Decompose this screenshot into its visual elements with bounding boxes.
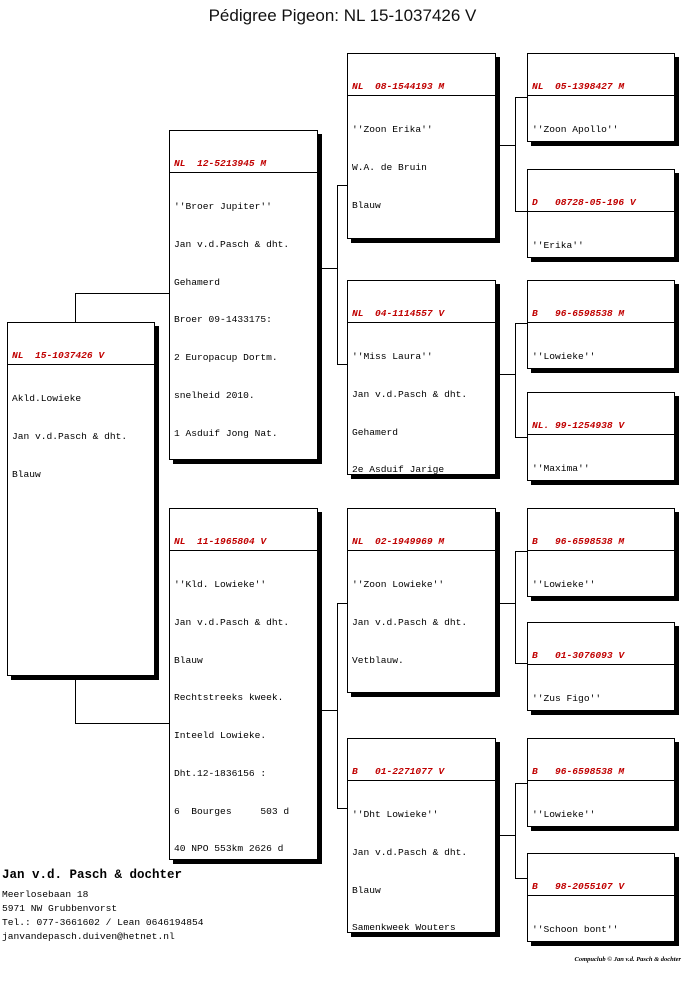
pigeon-card-ggp-6 [527,622,675,711]
connector-line [496,603,516,604]
card-line: Akld.Lowieke [12,392,82,404]
pigeon-card-ggp-3 [527,280,675,369]
card-line: 2 Europacup Dortm. [174,352,278,364]
ring-number: D 08728-05-196 V [528,197,674,212]
connector-line [75,293,76,322]
card-line: Blauw [352,199,381,211]
page-title: Pédigree Pigeon: NL 15-1037426 V [208,6,477,25]
owner-address: Meerlosebaan 18 [2,889,89,900]
ring-number: B 96-6598538 M [528,536,674,551]
card-line: 2e Asduif Jarige [352,464,445,475]
connector-line [318,710,338,711]
ring-number: NL 08-1544193 M [348,81,495,96]
pigeon-card-paternal-grandfather [347,53,496,239]
card-line: Jan v.d.Pasch & dht. [12,430,128,442]
card-line: ''Zoon Lowieke'' [352,578,445,590]
connector-line [337,808,347,809]
connector-line [75,676,76,724]
pigeon-card-maternal-grandmother [347,738,496,933]
connector-line [515,323,516,438]
connector-line [515,551,527,552]
connector-line [515,783,516,879]
connector-line [337,603,347,604]
connector-line [318,268,338,269]
card-line: ''Broer Jupiter'' [174,200,272,212]
connector-line [515,663,527,664]
ring-number: B 96-6598538 M [528,308,674,323]
card-line: Dht.12-1836156 : [174,767,267,779]
card-line: ''Schoon bont'' [532,923,619,935]
card-line: Blauw [174,654,203,666]
ring-number: NL 04-1114557 V [348,308,495,323]
owner-email: janvandepasch.duiven@hetnet.nl [2,931,175,942]
owner-city: 5971 NW Grubbenvorst [2,903,118,914]
card-line: Blauw [352,884,381,896]
pigeon-card-ggp-2 [527,169,675,258]
card-line: Blauw [12,468,41,480]
card-line: Gehamerd [174,276,221,288]
owner-phone: Tel.: 077-3661602 / Lean 0646194854 [2,917,204,928]
card-line: W.A. de Bruin [352,161,427,173]
card-line: ''Zoon Erika'' [352,123,433,135]
connector-line [337,185,347,186]
card-line: 40 NPO 553km 2626 d [174,843,284,855]
ring-number: NL 12-5213945 M [170,158,317,173]
connector-line [496,835,516,836]
ring-number: NL 11-1965804 V [170,536,317,551]
card-line: ''Miss Laura'' [352,350,433,362]
connector-line [515,97,516,212]
ring-number: NL 15-1037426 V [8,350,154,365]
connector-line [496,145,516,146]
ring-number: B 01-3076093 V [528,650,674,665]
connector-line [515,878,527,879]
card-line: ''Maxima'' [532,462,590,474]
ring-number: NL 05-1398427 M [528,81,674,96]
ring-number: B 01-2271077 V [348,766,495,781]
card-line: Samenkweek Wouters [352,922,456,933]
ring-number: NL 02-1949969 M [348,536,495,551]
connector-line [515,437,527,438]
card-line: ''Erika'' [532,239,584,251]
ring-number: B 98-2055107 V [528,881,674,896]
card-line: ''Dht Lowieke'' [352,808,439,820]
connector-line [75,293,169,294]
pigeon-card-ggp-4 [527,392,675,481]
pigeon-card-ggp-8 [527,853,675,942]
card-line: snelheid 2010. [174,389,255,401]
pigeon-card-ggp-5 [527,508,675,597]
pigeon-card-subject [7,322,155,676]
card-line: Jan v.d.Pasch & dht. [352,846,468,858]
connector-line [337,603,338,809]
card-line: ''Zus Figo'' [532,692,602,704]
pigeon-card-maternal-grandfather [347,508,496,693]
card-line: Vetblauw. [352,654,404,666]
card-line: ''Lowieke'' [532,350,596,362]
card-line [352,692,491,693]
card-line: 1 Asduif Jong Nat. [174,427,278,439]
card-line: Jan v.d.Pasch & dht. [174,238,290,250]
card-line: Broer 09-1433175: [174,314,272,326]
connector-line [515,323,527,324]
connector-line [515,211,527,212]
card-line: Gehamerd [352,426,399,438]
connector-line [75,723,169,724]
pigeon-card-ggp-1 [527,53,675,142]
connector-line [337,185,338,365]
connector-line [515,551,516,664]
card-line: Rechtstreeks kweek. [174,692,284,704]
ring-number: NL. 99-1254938 V [528,420,674,435]
pigeon-card-paternal-grandmother [347,280,496,475]
card-line: Inteeld Lowieke. [174,730,267,742]
card-line: ''Kld. Lowieke'' [174,578,267,590]
ring-number: B 96-6598538 M [528,766,674,781]
connector-line [515,97,527,98]
connector-line [496,374,516,375]
card-line: ''Lowieke'' [532,808,596,820]
card-line: ''Lowieke'' [532,578,596,590]
footer-credit: Compuclub © Jan v.d. Pasch & dochter [574,956,681,963]
owner-name: Jan v.d. Pasch & dochter [2,868,183,882]
card-line: 6 Bourges 503 d [174,805,290,817]
connector-line [337,364,347,365]
pigeon-card-mother [169,508,318,860]
card-line: Jan v.d.Pasch & dht. [352,388,468,400]
card-line: ''Zoon Apollo'' [532,123,619,135]
pigeon-card-father [169,130,318,460]
card-line: Jan v.d.Pasch & dht. [352,616,468,628]
card-line: Jan v.d.Pasch & dht. [174,616,290,628]
card-line [352,237,491,239]
pigeon-card-ggp-7 [527,738,675,827]
connector-line [515,783,527,784]
